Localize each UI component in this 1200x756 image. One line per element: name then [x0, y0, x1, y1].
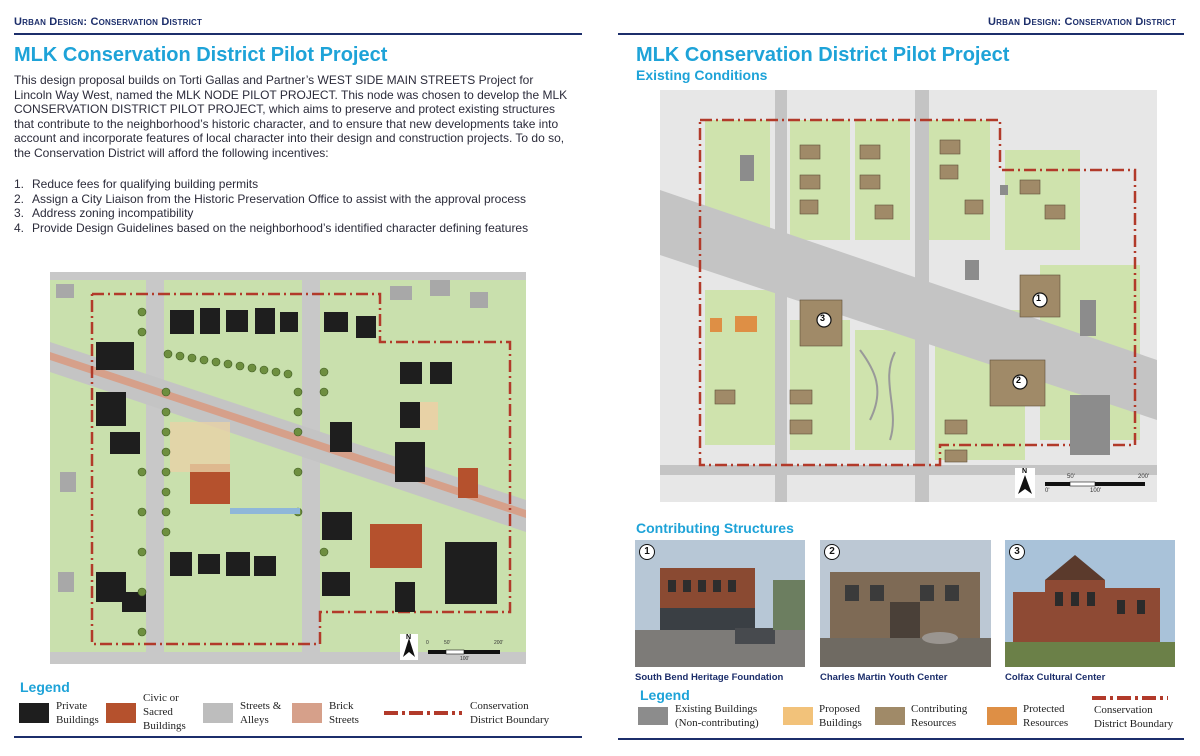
existing-conditions-map	[660, 90, 1157, 502]
header-rule	[14, 33, 582, 35]
legend-label: Conservation District Boundary	[1094, 704, 1174, 730]
map-marker-3: 3	[820, 313, 826, 323]
photo-number-badge: 3	[1009, 544, 1025, 560]
legend-title: Legend	[20, 679, 70, 695]
legend-swatch	[106, 703, 136, 723]
north-arrow-label: N	[1022, 468, 1028, 475]
legend-boundary-line	[1092, 696, 1168, 700]
photo-number-badge: 1	[639, 544, 655, 560]
scale-label: 0'	[1045, 488, 1050, 494]
page-subtitle: Existing Conditions	[636, 67, 768, 83]
page-title: MLK Conservation District Pilot Project	[636, 44, 1010, 66]
footer-rule	[14, 736, 582, 738]
legend-boundary-line	[384, 711, 462, 715]
legend-swatch	[987, 707, 1017, 725]
intro-paragraph: This design proposal builds on Torti Gallas and Partner’s WEST SIDE MAIN STREETS Project for Lincoln Way West, named the MLK NODE PILOT PROJECT. This node was chosen to develop the MLK CONSERVATION DISTRICT PILOT PROJECT, which aims to preserve and protect existing structures that contribute to the neighborhood’s historic character, and to ensure that new developments take into account and incorporate features of local character into their design and construction projects. To do so, the Conservation District will afford the following incentives:	[14, 73, 568, 160]
photo-caption: Charles Martin Youth Center	[820, 672, 948, 683]
map-marker-1: 1	[1036, 293, 1042, 303]
scale-label: 0	[426, 640, 429, 646]
legend-swatch	[292, 703, 322, 723]
legend-label: Private Buildings	[56, 700, 99, 726]
list-item: 3. Address zoning incompatibility	[14, 206, 194, 221]
scale-label: 100'	[1090, 488, 1102, 494]
north-arrow-label: N	[406, 634, 412, 641]
header-rule	[618, 33, 1184, 35]
section-header: Urban Design: Conservation District	[988, 16, 1177, 28]
scale-label: 200'	[1138, 474, 1150, 480]
legend-label: Contributing Resources	[911, 703, 968, 729]
list-item: 2. Assign a City Liaison from the Historic Preservation Office to assist with the approval process	[14, 191, 526, 206]
proposed-site-plan	[50, 272, 526, 664]
legend-label: Existing Buildings (Non-contributing)	[675, 703, 759, 729]
footer-rule	[618, 738, 1184, 740]
page-title: MLK Conservation District Pilot Project	[14, 44, 388, 66]
legend-swatch	[638, 707, 668, 725]
legend-swatch	[783, 707, 813, 725]
section-title: Contributing Structures	[636, 520, 794, 536]
scale-label: 50'	[1067, 474, 1075, 480]
incentives-list	[14, 177, 528, 235]
legend-label: Streets & Alleys	[240, 700, 282, 726]
legend-title: Legend	[640, 687, 690, 703]
photo-heritage-foundation	[635, 540, 805, 667]
photo-number-badge: 2	[824, 544, 840, 560]
photo-youth-center	[820, 540, 991, 667]
legend-label: Civic or Sacred Buildings	[143, 692, 186, 732]
legend-swatch	[19, 703, 49, 723]
photo-cultural-center	[1005, 540, 1175, 667]
right-page	[600, 0, 1200, 756]
list-item: 4. Provide Design Guidelines based on the neighborhood’s identified character defining features	[14, 220, 529, 235]
scale-label: 100'	[460, 656, 470, 662]
legend-swatch	[203, 703, 233, 723]
photo-caption: South Bend Heritage Foundation	[635, 672, 784, 683]
list-item: 1. Reduce fees for qualifying building permits	[14, 177, 259, 191]
legend-swatch	[875, 707, 905, 725]
legend-label: Protected Resources	[1023, 703, 1069, 729]
legend-label: Brick Streets	[329, 700, 359, 726]
section-header: Urban Design: Conservation District	[14, 16, 203, 28]
map-marker-2: 2	[1016, 375, 1022, 385]
scale-label: 200'	[494, 640, 504, 646]
legend-label: Proposed Buildings	[819, 703, 862, 729]
legend-label: Conservation District Boundary	[470, 700, 550, 726]
scale-label: 50'	[444, 640, 451, 646]
photo-caption: Colfax Cultural Center	[1005, 672, 1106, 683]
